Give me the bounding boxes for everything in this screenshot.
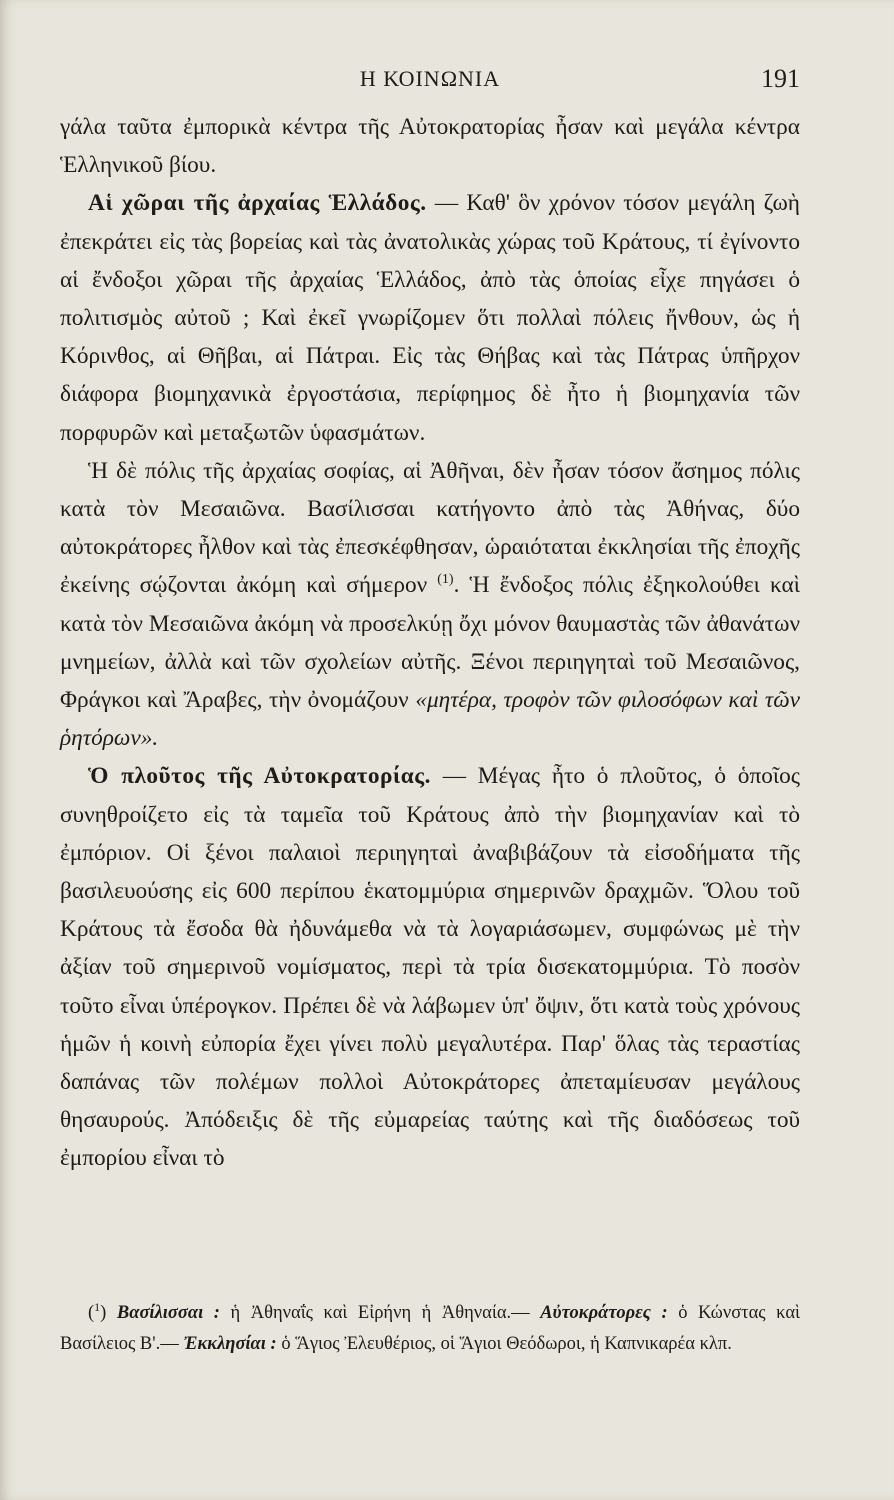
page-header — [60, 64, 800, 98]
paragraph-text: — Μέγας ἦτο ὁ πλοῦτος, ὁ ὁποῖος συνηθροίζετο εἰς τὰ ταμεῖα τοῦ Κράτους ἀπὸ τὴν βιομηχανίαν καὶ τὸ ἐμπόριον. Οἱ ξένοι παλαιοὶ περιηγηταὶ ἀναβιβάζουν τὰ εἰσοδήματα τῆς βασιλευούσης εἰς 600 περίπου ἑκατομμύρια σημερινῶν δραχμῶν. Ὅλου τοῦ Κράτους τὰ ἔσοδα θὰ ἠδυνάμεθα νὰ τὰ λογαριάσωμεν, συμφώνως μὲ τὴν ἀξίαν τοῦ σημερινοῦ νομίσματος, περὶ τὰ τρία δισεκατομμύρια. Τὸ ποσὸν τοῦτο εἶναι ὑπέρογκον. Πρέπει δὲ νὰ λάβωμεν ὑπ' ὄψιν, ὅτι κατὰ τοὺς χρόνους ἡμῶν ἡ κοινὴ εὐπορία ἔχει γίνει πολὺ μεγαλυτέρα. Παρ' ὅλας τὰς τεραστίας δαπάνας τῶν πολέμων πολλοὶ Αὐτοκράτορες ἀπεταμίευσαν μεγάλους θησαυρούς. Ἀπόδειξις δὲ τῆς εὐμαρείας ταύτης καὶ τῆς διαδόσεως τοῦ ἐμπορίου εἶναι τὸ — [60, 763, 800, 1172]
footnote — [60, 1298, 800, 1360]
paragraph-wealth — [60, 757, 800, 1177]
footnote-term: Βασίλισσαι : — [116, 1303, 220, 1323]
footnote-reference: (1) — [437, 572, 454, 588]
footnote-term: Ἐκκλησίαι : — [183, 1334, 277, 1354]
paragraph-text: γάλα ταῦτα ἐμπορικὰ κέντρα τῆς Αὐτοκρατορίας ἦσαν καὶ μεγάλα κέντρα Ἑλληνικοῦ βίου. — [60, 114, 800, 179]
paragraph-regions — [60, 184, 800, 451]
paragraph-text: — Καθ' ὃν χρόνον τόσον μεγάλη ζωὴ ἐπεκράτει εἰς τὰς βορείας καὶ τὰς ἀνατολικὰς χώρας τοῦ Κράτους, τί ἐγίνοντο αἱ ἔνδοξοι χῶραι τῆς ἀρχαίας Ἑλλάδος, ἀπὸ τὰς ὁποίας εἶχε πηγάσει ὁ πολιτισμὸς αὐτοῦ ; Καὶ ἐκεῖ γνωρίζομεν ὅτι πολλαὶ πόλεις ἤνθουν, ὡς ἡ Κόρινθος, αἱ Θῆβαι, αἱ Πάτραι. Εἰς τὰς Θήβας καὶ τὰς Πάτρας ὑπῆρχον διάφορα βιομηχανικὰ ἐργοστάσια, περίφημος δὲ ἦτο ἡ βιομηχανία τῶν πορφυρῶν καὶ μεταξωτῶν ὑφασμάτων. — [60, 190, 800, 446]
running-title: Η ΚΟΙΝΩΝΙΑ — [359, 66, 501, 91]
footnote-text: ὁ Ἅγιος Ἐλευθέριος, οἱ Ἅγιοι Θεόδωροι, ἡ Καπνικαρέα κλπ. — [281, 1334, 732, 1354]
footnote-marker-number: 1 — [94, 1299, 101, 1314]
section-heading-regions: Αἱ χῶραι τῆς ἀρχαίας Ἑλλάδος. — [88, 190, 427, 217]
footnote-marker-close: ) — [100, 1303, 107, 1323]
paragraph-continuation — [60, 108, 800, 184]
paragraph-text: . Ἡ ἔνδοξος πόλις ἐξηκολούθει καὶ κατὰ τὸν Μεσαιῶνα ἀκόμη νὰ προσελκύῃ ὄχι μόνον θαυμαστὰς τῶν ἀθανάτων μνημείων, ἀλλὰ καὶ τῶν σχολείων αὐτῆς. Ξένοι περιηγηταὶ τοῦ Μεσαιῶνος, Φράγκοι καὶ Ἄραβες, τὴν ὀνομάζουν — [60, 572, 801, 714]
body-text — [60, 108, 800, 1178]
paragraph-text: Ἡ δὲ πόλις τῆς ἀρχαίας σοφίας, αἱ Ἀθῆναι, δὲν ἦσαν τόσον ἄσημος πόλις κατὰ τὸν Μεσαιῶνα. Βασίλισσαι κατήγοντο ἀπὸ τὰς Ἀθήνας, δύο αὐτοκράτορες ἦλθον καὶ τὰς ἐπεσκέφθησαν, ὡραιόταται ἐκκλησίαι τῆς ἐποχῆς ἐκείνης σῴζονται ἀκόμη καὶ σήμερον — [60, 457, 800, 599]
footnote-text: ὁ Κώνστας καὶ Βασίλειος Β'.— — [60, 1303, 800, 1354]
paragraph-athens — [60, 452, 800, 758]
quotation: «μητέρα, τροφὸν τῶν φιλοσόφων καὶ τῶν ῥητόρων». — [60, 687, 801, 752]
footnote-marker-open: ( — [88, 1303, 95, 1323]
section-heading-wealth: Ὁ πλοῦτος τῆς Αὐτοκρατορίας. — [88, 763, 431, 790]
footnote-term: Αὐτοκράτορες : — [540, 1303, 668, 1323]
footnote-text: ἡ Ἀθηναΐς καὶ Εἰρήνη ἡ Ἀθηναία.— — [230, 1303, 530, 1323]
page-number: 191 — [761, 64, 800, 93]
footnote-marker — [88, 1299, 107, 1323]
